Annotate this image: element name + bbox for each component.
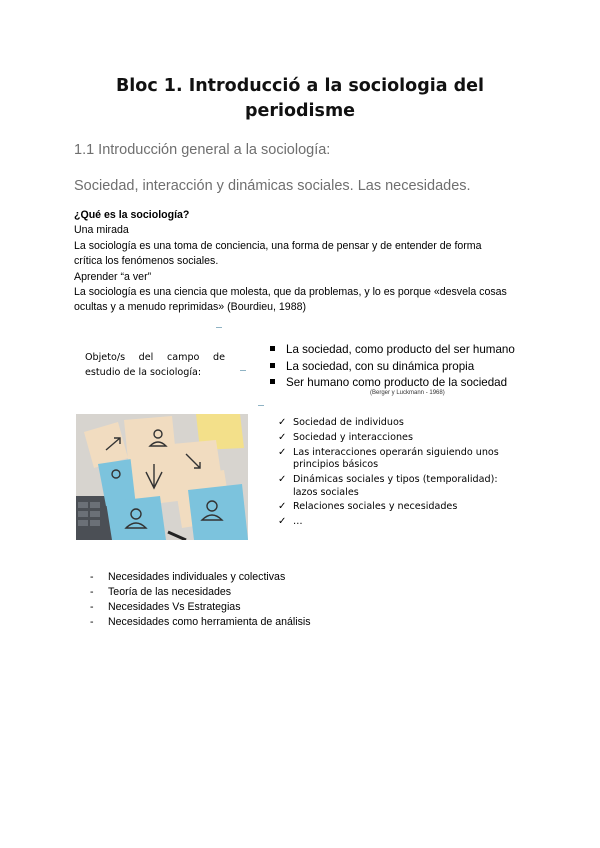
check-icon: ✓ [278,473,287,485]
check-icon: ✓ [278,501,287,513]
dash-bullet: - [90,601,94,613]
title-line-1: Bloc 1. Introducció a la sociologia del [115,76,485,96]
list-item: - Necesidades como herramienta de análisis [90,616,311,628]
check-icon: ✓ [278,417,287,428]
decorative-mark [240,370,246,371]
section-subheading: Sociedad, interacción y dinámicas sociales. Las necesidades. [74,178,471,194]
check-icon: ✓ [278,516,287,528]
list-item: - Necesidades Vs Estrategias [90,601,241,613]
body-line: La sociología es una toma de conciencia, una forma de pensar y de entender de forma [74,239,482,252]
body-line: crítica los fenómenos sociales. [74,255,219,268]
page-title [60,74,540,124]
sticky-notes-image [76,414,248,540]
needs-list [90,570,311,630]
intro-text [74,208,534,316]
list-item: ✓ Sociedad de individuos [278,417,404,428]
check-icon: ✓ [278,431,287,443]
section-heading: 1.1 Introducción general a la sociología: [74,142,331,158]
title-line-2: periodisme [244,101,356,121]
list-item: La sociedad, como producto del ser humano [270,342,515,359]
body-line: ocultas y a menudo reprimidas» (Bourdieu, 1988) [74,301,307,314]
list-item: ✓ Sociedad y interacciones [278,431,413,443]
dash-bullet: - [90,616,94,628]
decorative-mark [216,327,222,328]
square-bullet-icon [270,363,275,368]
sticky-notes-photo [76,414,248,540]
list-item: - Teoría de las necesidades [90,586,232,598]
object-label-line-2: estudio de la sociología: [85,367,202,378]
decorative-mark [258,405,264,406]
object-of-study-label [85,350,225,380]
list-item: ✓ Las interacciones operarán siguiendo unos principios básicos [278,446,499,471]
body-line: Aprender “a ver” [74,270,152,283]
object-label-line-1: Objeto/s del campo de [85,352,225,363]
list-item: ✓ Relaciones sociales y necesidades [278,501,458,513]
list-item: ✓ Dinámicas sociales y tipos (temporalidad): lazos sociales [278,473,498,498]
check-icon: ✓ [278,446,287,458]
question-heading: ¿Qué es la sociología? [74,209,190,221]
topics-list [278,417,518,531]
list-item: La sociedad, con su dinámica propia [270,359,515,376]
body-line: Una mirada [74,224,129,237]
list-item: ✓ … [278,516,303,528]
square-bullet-icon [270,379,275,384]
dash-bullet: - [90,586,94,598]
square-bullet-icon [270,346,275,351]
citation: (Berger y Luckmann - 1968) [370,390,445,396]
object-list [270,342,515,392]
dash-bullet: - [90,571,94,583]
body-line: La sociología es una ciencia que molesta, que da problemas, y lo es porque «desvela cosas [74,286,507,299]
list-item: Ser humano como producto de la sociedad [270,375,515,392]
list-item: - Necesidades individuales y colectivas [90,571,286,583]
